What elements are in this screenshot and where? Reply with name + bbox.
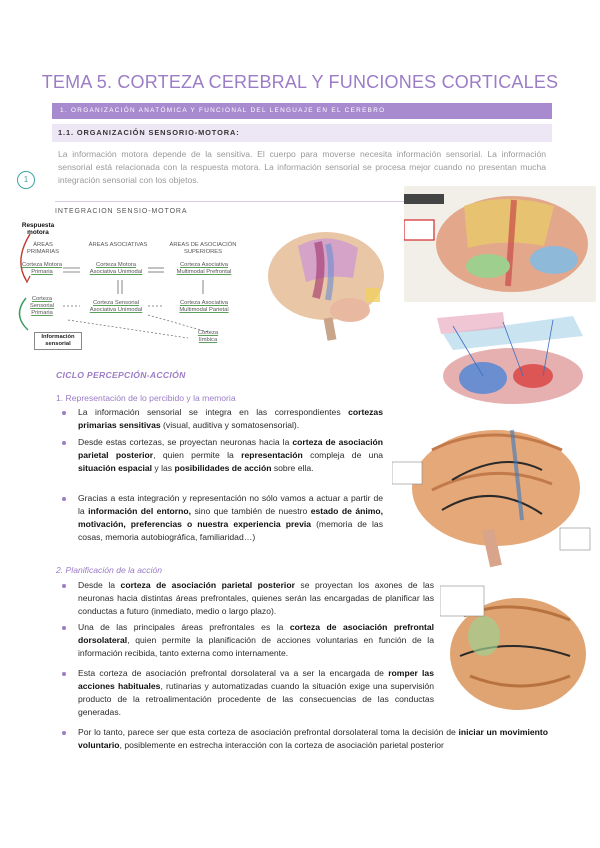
sensorimotor-diagram (8, 220, 248, 355)
brain-image-parietal-association (392, 410, 592, 570)
label-areas-primarias: ÁREAS PRIMARIAS (27, 242, 59, 255)
section-heading-1: 1. ORGANIZACIÓN ANATÓMICA Y FUNCIONAL DEL LENGUAJE EN EL CEREBRO (52, 103, 552, 119)
label-areas-asociativas: ÁREAS ASOCIATIVAS (88, 242, 148, 248)
box-corteza-motora-multi: Corteza Asociativa Multimodal Prefrontal (176, 262, 232, 275)
box-corteza-motora-asoc: Corteza Motora Asociativa Unimodal (89, 262, 143, 275)
brain-image-memory-networks (423, 306, 591, 408)
bullet-marker (62, 672, 66, 676)
box-informacion: Información sensorial (34, 332, 82, 350)
label-areas-superiores: ÁREAS DE ASOCIACIÓN SUPERIORES (169, 242, 237, 255)
bullet-1-1: La información sensorial se integra en las correspondientes cortezas primarias sensitivas (visual, auditiva y somatosensorial). (78, 407, 383, 430)
box-corteza-sensorial-asoc: Corteza Sensorial Asociativa Unimodal (89, 300, 143, 313)
box-corteza-limbica: Corteza límbica (197, 330, 219, 343)
bullet-1-2: Desde estas cortezas, se proyectan neuronas hacia la corteza de asociación parietal posterior, quien permite la representación compleja de una situación espacial y las posibilidades de acción sobre ella. (78, 437, 384, 473)
bullet-2-3: Esta corteza de asociación prefrontal dorsolateral va a ser la encargada de romper las acciones habituales, rutinarias y automatizadas cuando la situación exige una supervisión producto de la retroalimentación procedente de las consecuencias de las conductas generadas. (78, 668, 434, 717)
bullet-2-4: Por lo tanto, parece ser que esta corteza de asociación prefrontal dorsolateral toma la decisión de iniciar un movimiento voluntario, posiblemente en estrecha interacción con la corteza de asociación parietal posterior (78, 727, 549, 750)
bullet-2-1: Desde la corteza de asociación parietal posterior se proyectan los axones de las neuronas hacia distintas áreas prefrontales, quienes serán las encargadas de planificar las conductas a futuro (inmediato, medio o largo plazo). (78, 580, 435, 616)
page-badge: 1 (17, 171, 35, 189)
cycle-title: CICLO PERCEPCIÓN-ACCIÓN (56, 370, 186, 380)
integration-label: INTEGRACION SENSIO-MOTORA (55, 208, 188, 215)
bullet-marker (62, 626, 66, 630)
page-title: TEMA 5. CORTEZA CEREBRAL Y FUNCIONES CORTICALES (41, 72, 559, 92)
brain-image-prefrontal (440, 576, 595, 726)
box-corteza-sensorial-multi: Corteza Asociativa Multimodal Parietal (179, 300, 229, 313)
bullet-marker (62, 497, 66, 501)
box-corteza-motora: Corteza Motora Primaria (22, 262, 62, 275)
label-respuesta: Respuesta motora (21, 222, 55, 236)
bullet-2-2: Una de las principales áreas prefrontales es la corteza de asociación prefrontal dorsolateral, quien permite la planificación de acciones voluntarias en función de la información recibida, tanto externa como internamente. (78, 622, 435, 658)
intro-paragraph: La información motora depende de la sensitiva. El cuerpo para moverse necesita información sensorial. La información sensorial está relacionada con la respuesta motora. La información sensorial se procesa mejor cuando no presentan mucha integración sensorial con los objetos. (58, 149, 546, 185)
divider (55, 201, 425, 202)
box-corteza-sensorial: Corteza Sensorial Primaria (29, 296, 55, 316)
brain-image-lateral (258, 218, 398, 346)
bullet-marker (62, 441, 66, 445)
item2-title: 2. Planificación de la acción (56, 565, 163, 575)
bullet-marker (62, 411, 66, 415)
brain-image-functional-areas (404, 186, 596, 302)
bullet-1-3: Gracias a esta integración y representación no sólo vamos a actuar a partir de la información del entorno, sino que también de nuestro estado de ánimo, motivación, preferencias o nuestra experiencia previa (memoria de las cosas, memoria autobiográfica, familiaridad…) (78, 493, 384, 542)
section-heading-1-1: 1.1. ORGANIZACIÓN SENSORIO-MOTORA: (52, 124, 552, 142)
bullet-marker (62, 584, 66, 588)
bullet-marker (62, 731, 66, 735)
item1-title: 1. Representación de lo percibido y la memoria (56, 393, 236, 403)
